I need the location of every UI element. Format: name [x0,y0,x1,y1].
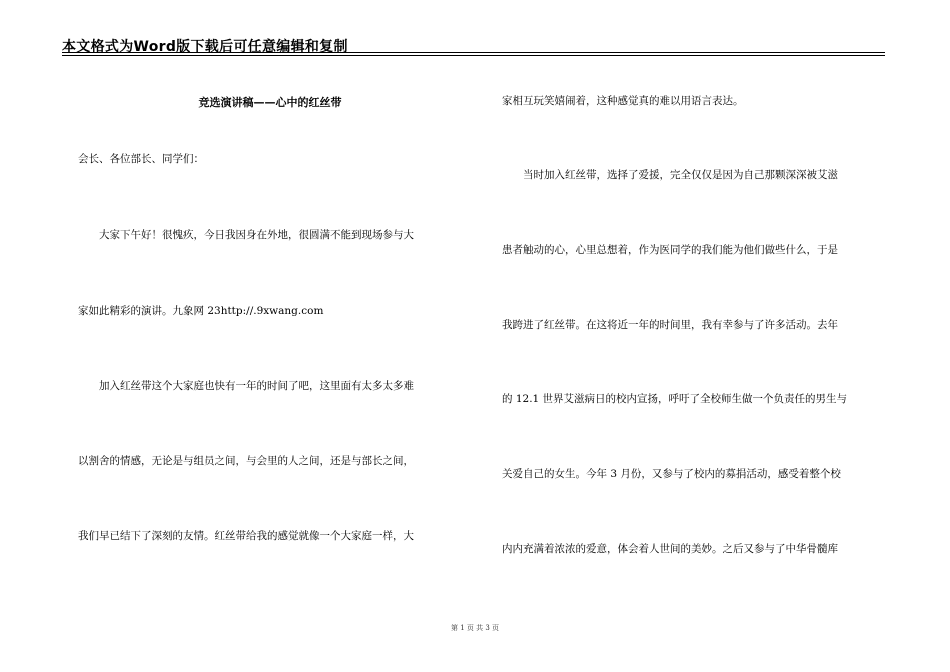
paragraph-line: 会长、各位部长、同学们： [78,153,204,165]
paragraph-line: 我跨进了红丝带。在这将近一年的时间里，我有幸参与了许多活动。去年 [502,319,838,331]
paragraph-line: 内内充满着浓浓的爱意，体会着人世间的美妙。之后又参与了中华骨髓库 [502,543,838,555]
header-rule-secondary [62,55,885,56]
paragraph-line: 我们早已结下了深刻的友情。红丝带给我的感觉就像一个大家庭一样，大 [78,530,414,542]
header-rule [62,52,885,53]
paragraph-line: 患者触动的心，心里总想着，作为医同学的我们能为他们做些什么，于是 [502,244,838,256]
paragraph-line: 的 12.1 世界艾滋病日的校内宣扬，呼吁了全校师生做一个负责任的男生与 [502,393,848,405]
paragraph-line: 当时加入红丝带，选择了爱援，完全仅仅是因为自己那颗深深被艾滋 [502,169,838,181]
document-header: 本文格式为Word版下载后可任意编辑和复制 [62,39,348,55]
paragraph-line: 加入红丝带这个大家庭也快有一年的时间了吧，这里面有太多太多难 [78,380,414,392]
paragraph-line: 大家下午好！很愧疚，今日我因身在外地，很圆满不能到现场参与大 [78,229,414,241]
paragraph-line: 以割舍的情感，无论是与组员之间，与会里的人之间，还是与部长之间， [78,455,414,467]
paragraph-line: 家如此精彩的演讲。九象网 23http://.9xwang.com [78,305,324,317]
page-number: 第 1 页 共 3 页 [450,624,500,632]
paragraph-line: 家相互玩笑嬉闹着，这种感觉真的难以用语言表达。 [502,95,744,107]
document-title: 竞选演讲稿——心中的红丝带 [198,96,342,109]
paragraph-line: 关爱自己的女生。今年 3 月份，又参与了校内的募捐活动，感受着整个校 [502,468,841,480]
